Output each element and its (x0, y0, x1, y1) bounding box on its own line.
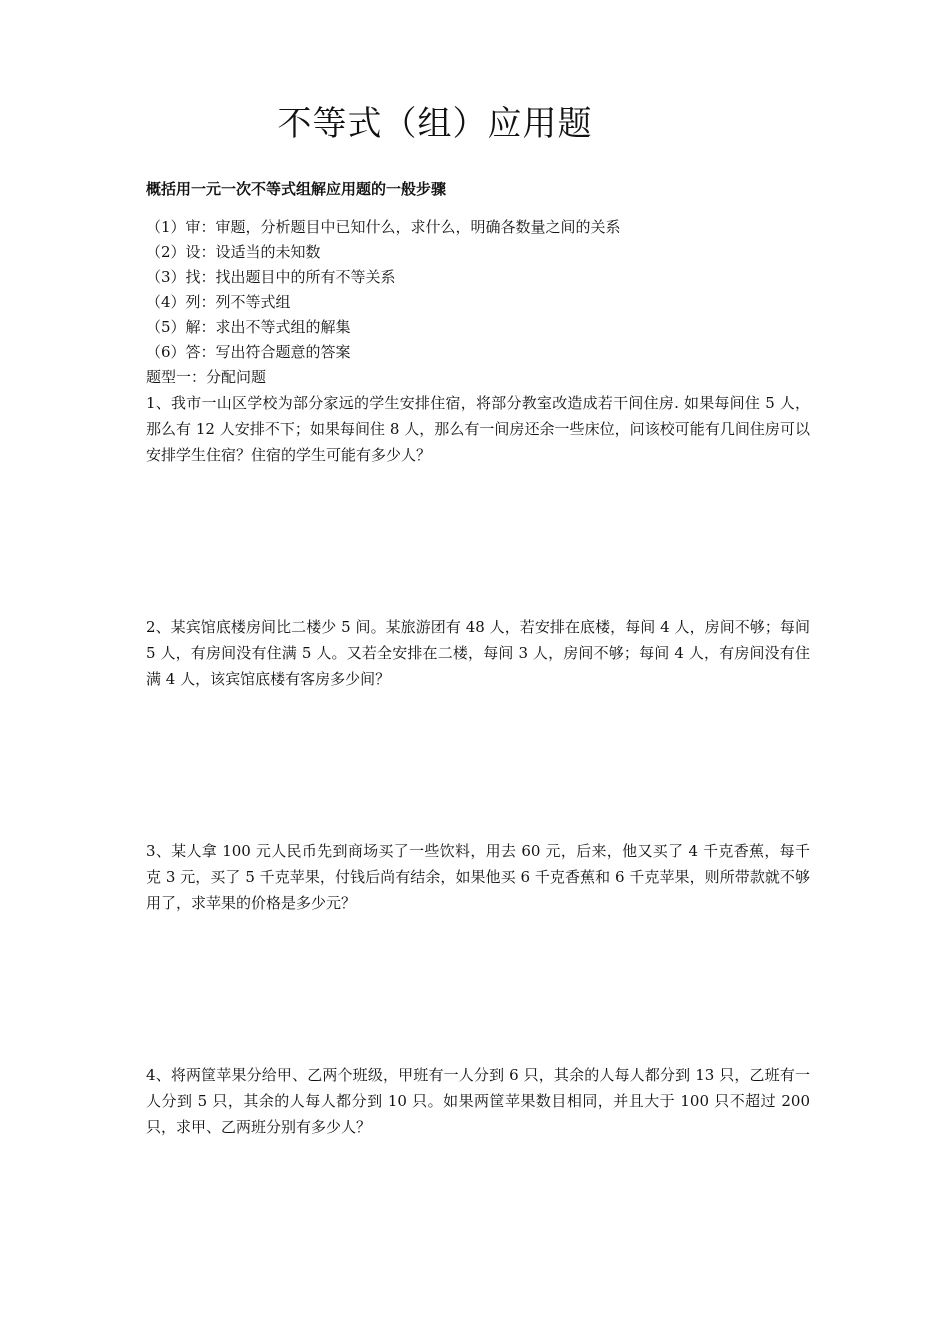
problem-3: 3、某人拿 100 元人民币先到商场买了一些饮料，用去 60 元，后来，他又买了 4 千克香蕉，每千克 3 元，买了 5 千克苹果，付钱后尚有结余，如果他买 6 千克香蕉和 6 千克苹果，则所带款就不够用了，求苹果的价格是多少元？ (146, 842, 810, 912)
step-item: （1）审：审题，分析题目中已知什么，求什么，明确各数量之间的关系 (146, 218, 621, 236)
step-item: （2）设：设适当的未知数 (146, 243, 321, 261)
steps-list (146, 215, 816, 365)
step-item: （4）列：列不等式组 (146, 293, 291, 311)
problem-4: 4、将两筐苹果分给甲、乙两个班级，甲班有一人分到 6 只，其余的人每人都分到 13 只，乙班有一人分到 5 只，其余的人每人都分到 10 只。如果两筐苹果数目相同，并且大于 100 只不超过 200 只，求甲、乙两班分别有多少人？ (146, 1066, 810, 1136)
step-item: （5）解：求出不等式组的解集 (146, 318, 351, 336)
page-title: 不等式（组）应用题 (277, 104, 593, 144)
problem-2: 2、某宾馆底楼房间比二楼少 5 间。某旅游团有 48 人，若安排在底楼，每间 4 人，房间不够；每间 5 人，有房间没有住满 5 人。又若全安排在二楼，每间 3 人，房间不够；每间 4 人，有房间没有住满 4 人，该宾馆底楼有客房多少间？ (146, 618, 810, 688)
section-heading: 概括用一元一次不等式组解应用题的一般步骤 (146, 180, 447, 198)
step-item: （3）找：找出题目中的所有不等关系 (146, 268, 396, 286)
problem-1: 1、我市一山区学校为部分家远的学生安排住宿，将部分教室改造成若干间住房. 如果每间住 5 人，那么有 12 人安排不下；如果每间住 8 人，那么有一间房还余一些床位，问该校可能有几间住房可以安排学生住宿？住宿的学生可能有多少人？ (146, 394, 810, 464)
step-item: （6）答：写出符合题意的答案 (146, 343, 351, 361)
problem-type-label: 题型一：分配问题 (146, 368, 267, 386)
